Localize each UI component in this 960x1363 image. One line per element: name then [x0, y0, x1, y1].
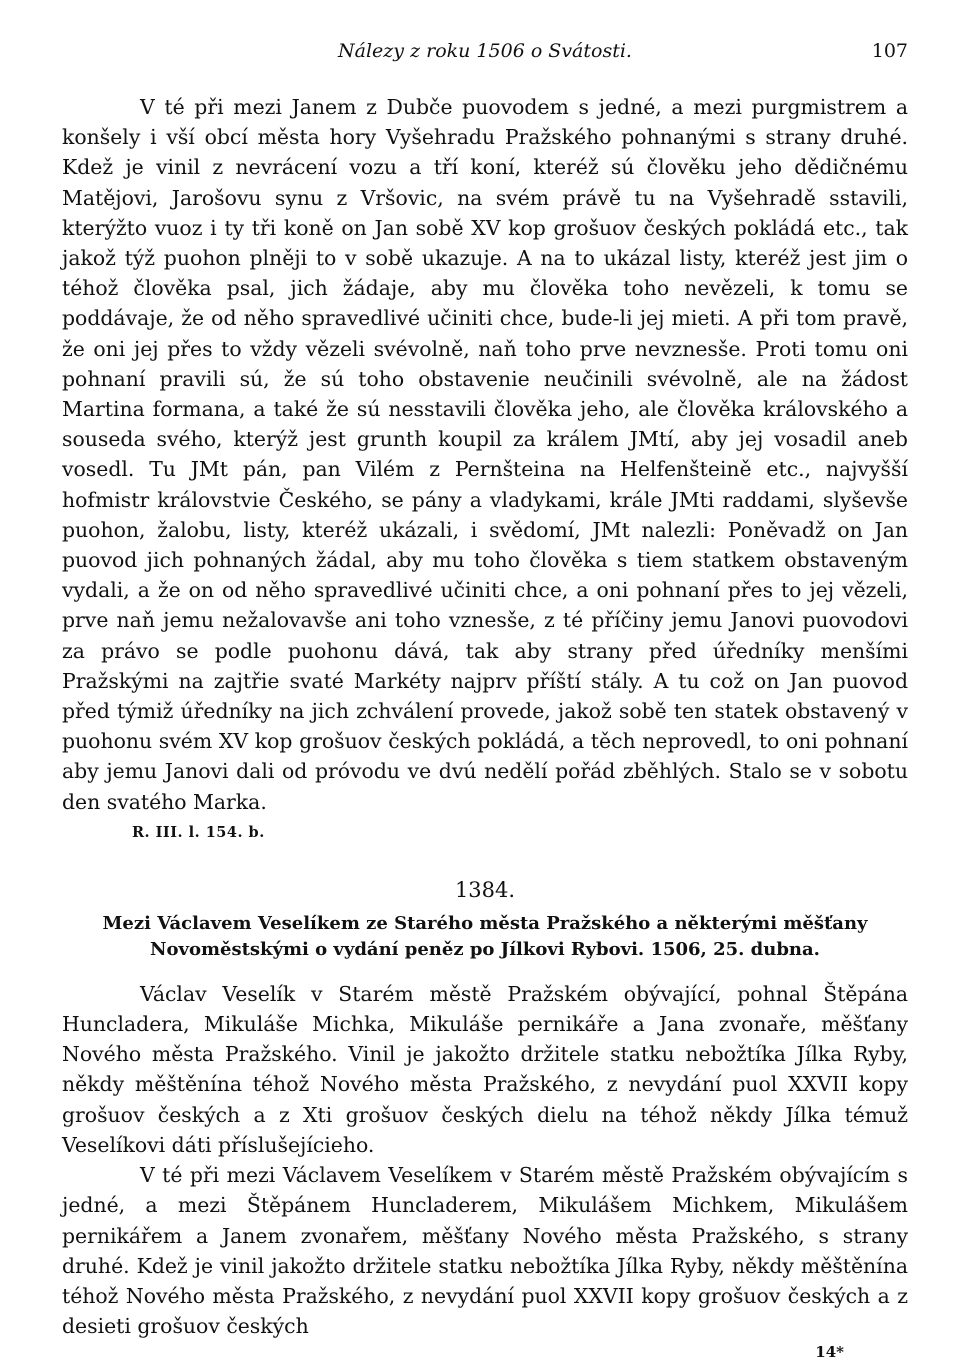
document-number: 1384. [454, 877, 516, 902]
paragraph: V té při mezi Václavem Veselíkem v Starém městě Pražském obývajícím s jedné, a mezi Štěpánem Huncladerem, Mikulášem Michkem, Mikulášem pernikářem a Janem zvonařem, měšťany Nového města Pražského, s strany druhé. Kdež je vinil jakožto držitele statku nebožtíka Jílka Ryby, někdy měštěnína téhož Nového města Pražského, z nevydání puol XXVII kopy grošuov českých a z desieti grošuov českých [62, 1163, 908, 1339]
archival-signature: R. III. l. 154. b. [132, 823, 265, 841]
body-text [62, 92, 908, 1363]
paragraph: Václav Veselík v Starém městě Pražském obývající, pohnal Štěpána Huncladera, Mikuláše Michka, Mikuláše pernikáře a Jana zvonaře, měšťany Nového města Pražského. Vinil je jakožto držitele statku nebožtíka Jílka Ryby, někdy měštěnína téhož Nového města Pražského, z nevydání puol XXVII kopy grošuov českých a z Xti grošuov českých dielu na téhož někdy Jílka témuž Veselíkovi dáti příslušejícieho. [62, 981, 908, 1157]
running-title: Nálezy z roku 1506 o Svátosti. [338, 40, 632, 62]
paragraph: V té při mezi Janem z Dubče puovodem s jedné, a mezi purgmistrem a konšely i vší obcí města hory Vyšehradu Pražského pohnanými s strany druhé. Kdež je vinil z nevrácení vozu a tří koní, kteréž sú člověku jeho dědičnému Matějovi, Jarošovu synu z Vršovic, na svém právě tu na Vyšehradě sstavili, kterýžto vuoz i ty tři koně on Jan sobě XV kop grošuov českých pokládá etc., tak jakož týž puohon plněji to v sobě ukazuje. A na to ukázal listy, kteréž jest jim o téhož člověka psal, jich žádaje, aby mu člověka toho nevězeli, k tomu se poddávaje, že od něho spravedlivé učiniti chce, bude-li jej mieti. A při tom pravě, že oni jej přes to vždy vězeli svévolně, naň toho prve nevznesše. Proti tomu oni pohnaní pravili sú, že sú toho obstavenie neučinili svévolně, ale na žádost Martina formana, a také že sú nesstavili člověka jeho, ale člověka královského a souseda svého, kterýž jest grunth koupil za králem JMtí, aby jej vosadil aneb vosedl. Tu JMt pán, pan Vilém z Pernšteina na Helfenšteině etc., najvyšší hofmistr královstvie Českého, se pány a vladykami, krále JMti raddami, slyševše puohon, žalobu, listy, kteréž ukázali, i svědomí, JMt nalezli: Poněvadž on Jan puovod jich pohnaných žádal, aby mu toho člověka s tiem statkem obstaveným vydali, a že on od něho spravedlivé učiniti chce, a oni pohnaní přes to jej vězeli, prve naň jemu nežalovavše ani toho vznesše, z té příčiny jemu Janovi puovodovi za právo se podle puohonu dává, tak aby strany před úředníky menšími Pražskými na zajtřie svaté Markéty najprv příští stály. A tu což on Jan puovod před týmiž úředníky na jich zchválení provede, jakož sobě ten statek obstavený v puohonu svém XV kop grošuov českých pokládá, a těch neprovedl, to oni pohnaní aby jemu Janovi dali od próvodu ve dvú nedělí pořád zběhlých. Stalo se v sobotu den svatého Marka. [62, 95, 908, 814]
page-number: 107 [871, 40, 908, 62]
document-regest: Mezi Václavem Veselíkem ze Starého města Pražského a některými měšťany Novoměstskými o vydání peněz po Jílkovi Rybovi. 1506, 25. dubna. [102, 912, 868, 960]
sheet-signature-mark: 14* [815, 1343, 844, 1362]
running-header [62, 40, 908, 72]
